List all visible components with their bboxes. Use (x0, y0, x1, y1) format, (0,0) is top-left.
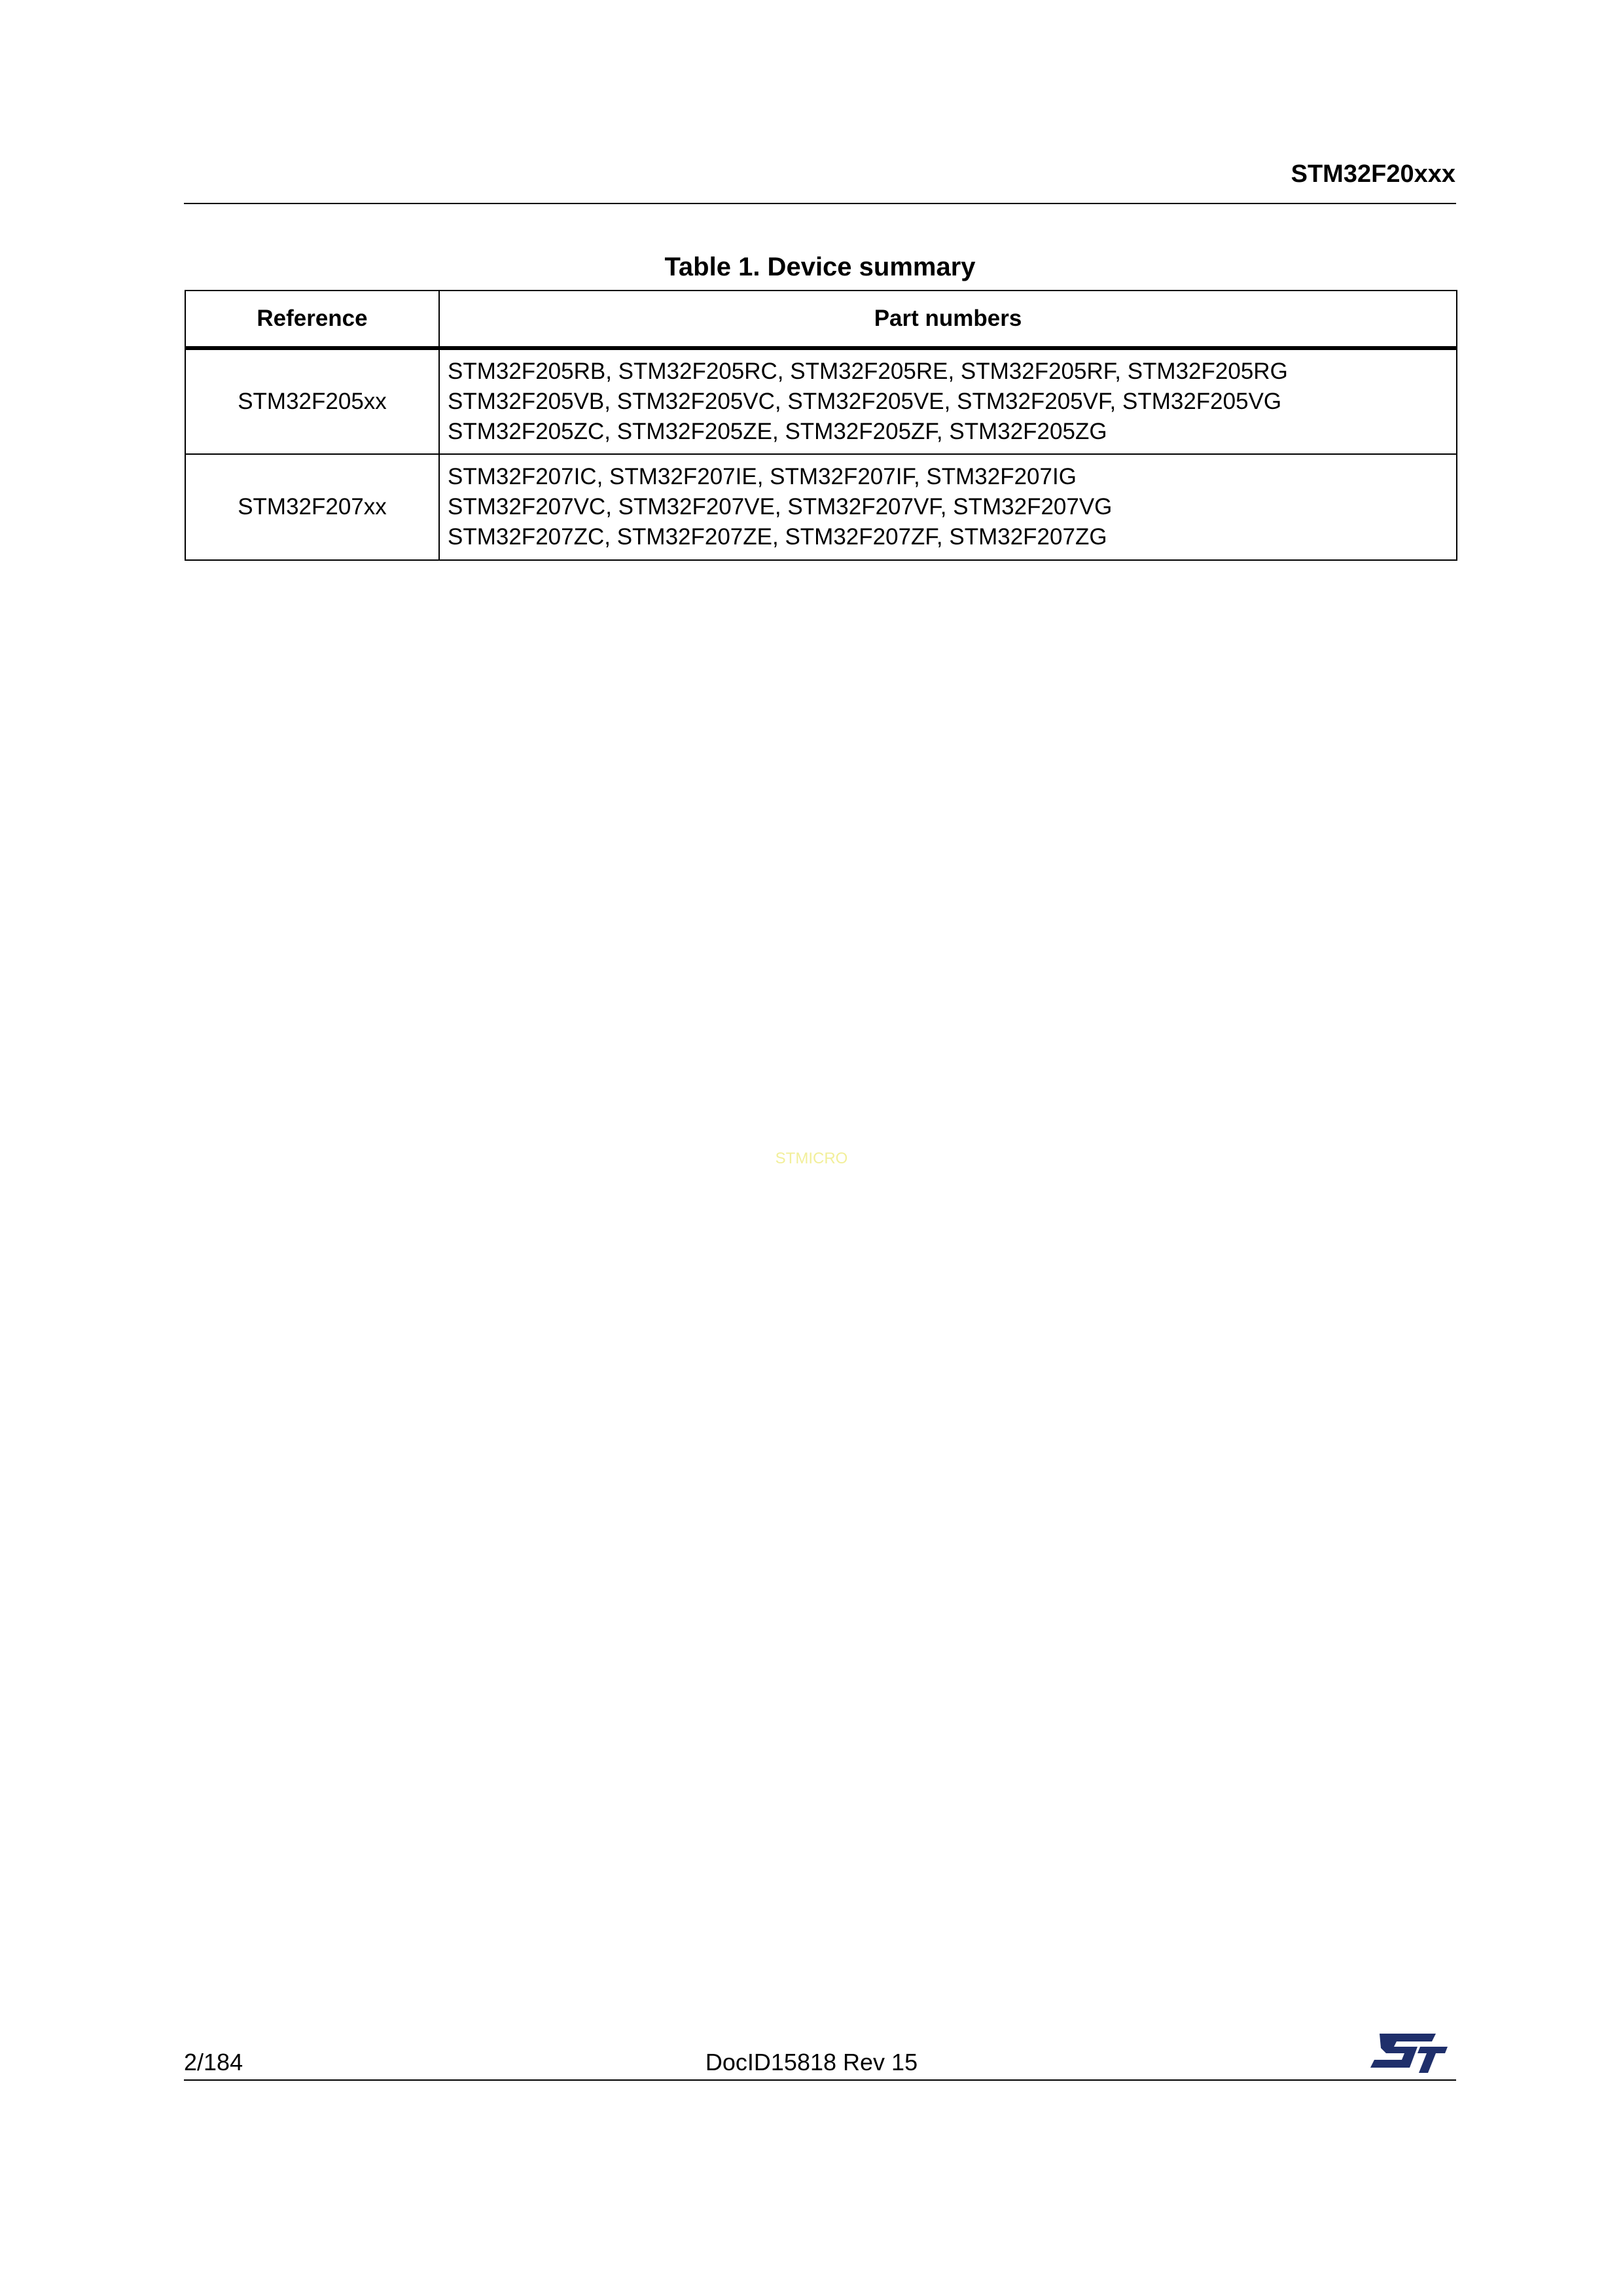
document-id: DocID15818 Rev 15 (705, 2049, 918, 2075)
table-header-row (185, 291, 1457, 348)
part-numbers-line: STM32F205RB, STM32F205RC, STM32F205RE, STM32F205RF, STM32F205RG (448, 359, 1288, 384)
part-numbers-line: STM32F205VB, STM32F205VC, STM32F205VE, STM32F205VF, STM32F205VG (448, 389, 1282, 414)
part-numbers-line: STM32F207ZC, STM32F207ZE, STM32F207ZF, STM32F207ZG (448, 524, 1107, 550)
table-row (185, 348, 1457, 454)
reference-cell: STM32F205xx (185, 348, 439, 454)
column-header-reference: Reference (185, 291, 439, 348)
part-numbers-cell (439, 454, 1457, 560)
document-title: STM32F20xxx (1291, 160, 1455, 188)
device-summary-table (185, 290, 1457, 561)
part-numbers-line: STM32F207IC, STM32F207IE, STM32F207IF, STM32F207IG (448, 464, 1077, 489)
watermark: STMICRO (775, 1150, 848, 1167)
page-number: 2/184 (184, 2049, 243, 2075)
footer-divider (184, 2079, 1456, 2081)
part-numbers-line: STM32F207VC, STM32F207VE, STM32F207VF, STM32F207VG (448, 494, 1113, 520)
st-logo-icon (1366, 2028, 1449, 2074)
reference-cell: STM32F207xx (185, 454, 439, 560)
table-caption: Table 1. Device summary (664, 253, 976, 281)
column-header-part-numbers: Part numbers (439, 291, 1457, 348)
part-numbers-cell (439, 348, 1457, 454)
table-row (185, 454, 1457, 560)
part-numbers-line: STM32F205ZC, STM32F205ZE, STM32F205ZF, STM32F205ZG (448, 419, 1107, 444)
header-divider (184, 203, 1456, 204)
